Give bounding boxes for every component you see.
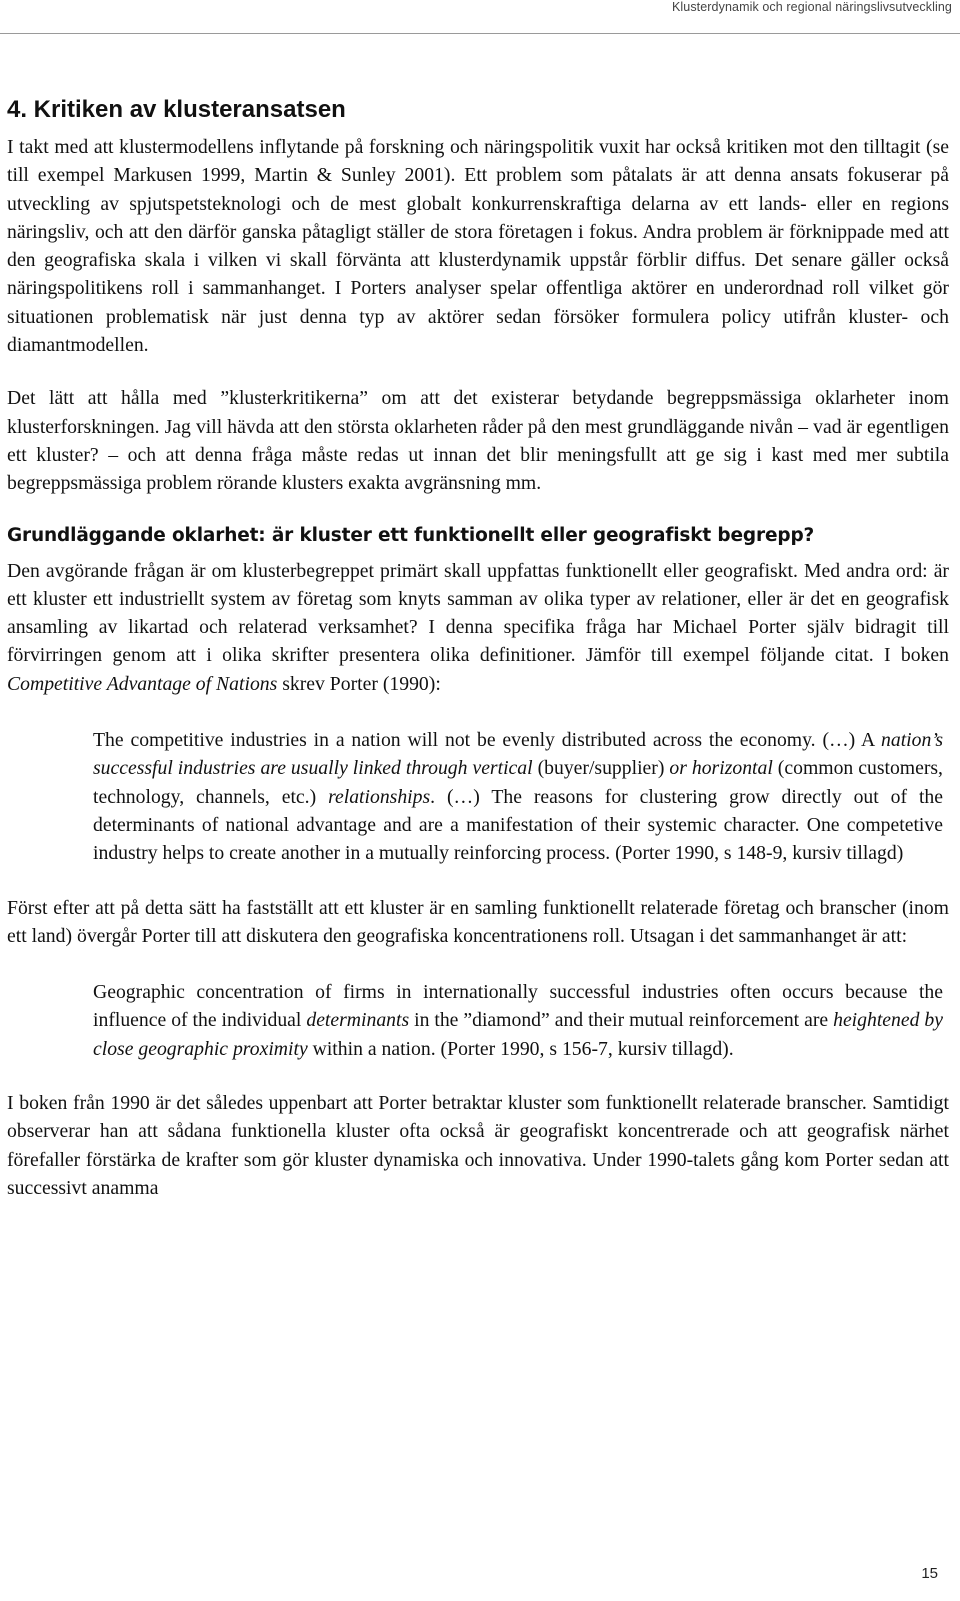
quote-2-italic-1: determinants (306, 1009, 410, 1032)
quote-1-italic-1: nation’s successful industries are usually linked through vertical (93, 729, 943, 780)
running-header (0, 0, 960, 34)
body-paragraph-2: Det lätt att hålla med ”klusterkritikerna” om att det existerar betydande begreppsmässiga oklarheter inom klusterforskningen. Jag vill hävda att den största oklarheten råder på den mest grundläggande nivån – vad är egentligen ett kluster? – och att denna fråga måste redas ut innan det blir meningsfullt att ge sig i kast med mer subtila begreppsmässiga problem rörande klusters exakta avgränsning mm. (7, 387, 949, 495)
quote-1-italic-2: or horizontal (669, 757, 773, 780)
quote-2-part-2: in the ”diamond” and their mutual reinforcement are (409, 1009, 834, 1032)
quote-1-part-4: . (…) The reasons for clustering grow directly out of the determinants of national advantage and are a manifestation of their systemic character. One competetive industry helps to create another in a mutually reinforcing process. (Porter 1990, s 148-9, kursiv tillagd) (93, 785, 943, 865)
body-paragraph-5: I boken från 1990 är det således uppenbart att Porter betraktar kluster som funktionellt relaterade branscher. Samtidigt observerar han att sådana funktionella kluster ofta också är geografiskt koncentrerade och att geografisk närhet förefaller förstärka de krafter som gör kluster dynamiska och innovativa. Under 1990-talets gång kom Porter sedan att successivt anamma (7, 1092, 949, 1199)
p3-text: Den avgörande frågan är om klusterbegreppet primärt skall uppfattas funktionellt eller geografiskt. Med andra ord: är ett kluster ett industriellt system av företag som knyts samman av olika typer av relationer, eller är det en geografisk ansamling av likartad och relaterad verksamhet? I denna specifika fråga har Michael Porter själv bidragit till förvirringen genom att i olika skrifter presentera olika definitioner. Jämför till exempel följande citat. I boken (7, 559, 949, 667)
quote-1-part-1: The competitive industries in a nation will not be evenly distributed across the economy. (…) A (93, 729, 881, 752)
quote-2-italic-2: heightened by close geographic proximity (93, 1009, 944, 1060)
subsection-heading: Grundläggande oklarhet: är kluster ett funktionellt eller geografiskt begrepp? (7, 524, 815, 546)
quote-2-part-1: Geographic concentration of firms in internationally successful industries often occurs because the influence of the individual (93, 981, 943, 1032)
quote-2-text (93, 978, 943, 1063)
body-paragraph-4: Först efter att på detta sätt ha fastställt att ett kluster är en samling funktionellt relaterade företag och branscher (inom ett land) övergår Porter till att diskutera den geografiska koncentrationens roll. Utsagan i det sammanhanget är att: (7, 896, 949, 947)
page-number: 15 (921, 1565, 938, 1582)
quote-2-part-3: within a nation. (Porter 1990, s 156-7, kursiv tillagd). (307, 1037, 734, 1060)
p3-after: skrev Porter (1990): (277, 672, 441, 695)
quote-1-part-2: (buyer/supplier) (532, 757, 670, 780)
section-heading: 4. Kritiken av klusteransatsen (7, 96, 346, 123)
body-paragraph-3 (7, 557, 949, 698)
quote-1-part-3: (common customers, technology, channels, etc.) (93, 757, 943, 808)
block-quote-2 (93, 978, 943, 1063)
quote-1-italic-3: relationships (328, 785, 431, 808)
running-title: Klusterdynamik och regional näringslivsutveckling (671, 0, 952, 14)
quote-1-text (93, 726, 943, 867)
document-body (7, 96, 949, 1202)
block-quote-1 (93, 726, 943, 867)
book-title: Competitive Advantage of Nations (7, 672, 278, 695)
body-paragraph-1: I takt med att klustermodellens inflytande på forskning och näringspolitik vuxit har också kritiken mot den tilltagit (se till exempel Markusen 1999, Martin & Sunley 2001). Ett problem som påtalats är att denna ansats fokuserar på utveckling av spjutspetsteknologi och de mest globalt konkurrenskraftiga delarna av ett lands- eller en regions näringsliv, och att den därför ganska påtagligt ställer de stora företagen i fokus. Andra problem är förknippade med att den geografiska skala i vilken vi skall förvänta att klusterdynamik uppstår förblir diffus. Det senare gäller också näringspolitikens roll i sammanhanget. I Porters analyser spelar offentliga aktörer en underordnad roll vilket gör situationen problematisk när just denna typ av aktörer sedan försöker formulera policy utifrån kluster- och diamantmodellen. (7, 136, 949, 357)
